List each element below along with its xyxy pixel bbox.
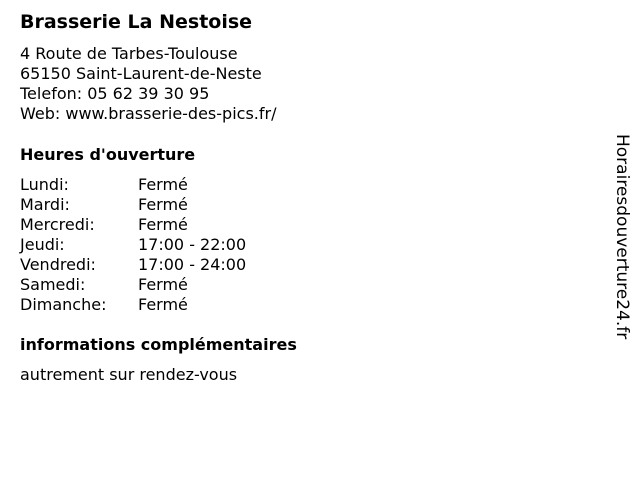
hours-heading: Heures d'ouverture <box>20 145 196 164</box>
address-block <box>20 44 276 124</box>
day-hours: 17:00 - 24:00 <box>138 255 247 274</box>
day-hours: Fermé <box>138 175 188 194</box>
day-label: Lundi: <box>20 175 69 194</box>
additional-info-text: autrement sur rendez-vous <box>20 365 238 384</box>
day-label: Dimanche: <box>20 295 107 314</box>
hours-row-vendredi <box>20 255 320 275</box>
day-label: Samedi: <box>20 275 86 294</box>
hours-row-dimanche <box>20 295 320 315</box>
hours-row-samedi <box>20 275 320 295</box>
day-hours: Fermé <box>138 275 188 294</box>
additional-info-heading: informations complémentaires <box>20 335 297 354</box>
day-label: Mercredi: <box>20 215 95 234</box>
address-street: 4 Route de Tarbes-Toulouse <box>20 44 238 63</box>
day-label: Jeudi: <box>20 235 65 254</box>
opening-hours-list <box>20 175 320 315</box>
hours-row-lundi <box>20 175 320 195</box>
hours-row-mardi <box>20 195 320 215</box>
day-hours: 17:00 - 22:00 <box>138 235 247 254</box>
phone-number: Telefon: 05 62 39 30 95 <box>20 84 210 103</box>
day-label: Mardi: <box>20 195 70 214</box>
site-credit-vertical: Horairesdouverture24.fr <box>612 134 632 340</box>
hours-row-jeudi <box>20 235 320 255</box>
day-label: Vendredi: <box>20 255 96 274</box>
day-hours: Fermé <box>138 195 188 214</box>
hours-row-mercredi <box>20 215 320 235</box>
business-name: Brasserie La Nestoise <box>20 11 253 33</box>
day-hours: Fermé <box>138 295 188 314</box>
website: Web: www.brasserie-des-pics.fr/ <box>20 104 277 123</box>
day-hours: Fermé <box>138 215 188 234</box>
address-city: 65150 Saint-Laurent-de-Neste <box>20 64 262 83</box>
